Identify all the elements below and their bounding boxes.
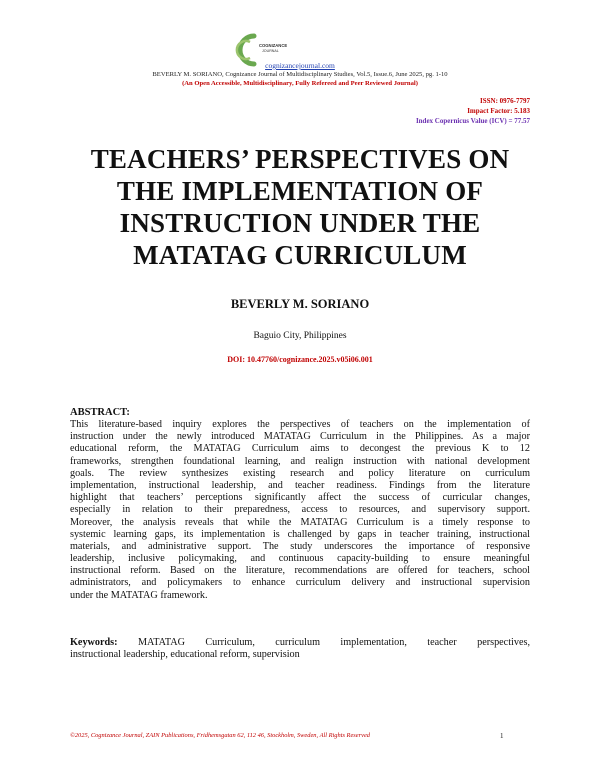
page-number: 1 — [500, 732, 504, 740]
paper-title — [40, 143, 560, 271]
title-line: THE IMPLEMENTATION OF — [116, 176, 484, 206]
abstract-heading: ABSTRACT: — [70, 407, 130, 418]
citation-line: BEVERLY M. SORIANO, Cognizance Journal of Multidisciplinary Studies, Vol.5, Issue.6, June 2025, pg. 1-10 — [152, 71, 448, 78]
abstract-body — [70, 419, 530, 602]
keywords-label: Keywords: — [70, 637, 118, 648]
author-name: BEVERLY M. SORIANO — [230, 297, 370, 311]
svg-text:COGNIZANCE: COGNIZANCE — [259, 43, 288, 48]
abstract-line: materials, and administrative support. The study underscores the importance of responsive — [70, 540, 530, 552]
abstract-line: educational reform, the MATATAG Curriculum aims to decongest the previous K to 12 — [70, 443, 530, 455]
issn: ISSN: 0976-7797 — [480, 97, 530, 105]
abstract-line: instruction under the newly introduced MATATAG Curriculum in the Philippines. As a major — [70, 431, 530, 443]
title-line: MATATAG CURRICULUM — [133, 240, 467, 270]
abstract-line: This literature-based inquiry explores the perspectives of teachers on the implementation of — [70, 419, 530, 430]
footer-copyright: ©2025, Cognizance Journal, ZAIN Publications, Fridhemsgatan 62, 112 46, Stockholm, Sweden, All Rights Reserved — [70, 732, 370, 739]
abstract-line: implementation, instructional leadership, and teacher readiness. Findings from the literature — [70, 479, 530, 491]
abstract-line: administrators, and policymakers to enhance curriculum delivery and instructional supervision — [70, 577, 530, 589]
abstract-line: Moreover, the analysis reveals that while the MATATAG Curriculum is a timely response to — [70, 516, 530, 528]
svg-text:JOURNAL: JOURNAL — [262, 49, 279, 53]
keywords-text: MATATAG Curriculum, curriculum implementation, teacher perspectives, — [137, 637, 530, 648]
abstract-line: especially in relation to their preparedness, access to resources, and supervisory support. — [70, 504, 530, 516]
icv-value: Index Copernicus Value (ICV) = 77.57 — [415, 117, 530, 125]
title-line: TEACHERS’ PERSPECTIVES ON — [90, 144, 510, 174]
journal-metrics — [416, 96, 530, 126]
keywords-block — [70, 637, 530, 662]
open-access-statement: (An Open Accessible, Multidisciplinary, Fully Refereed and Peer Reviewed Journal) — [182, 80, 418, 87]
author-affiliation: Baguio City, Philippines — [253, 331, 347, 341]
abstract-line: instructional reform. Based on the literature, recommendations are offered for teachers, school — [70, 565, 530, 577]
abstract-line: frameworks, strengthen foundational learning, and realign instruction with national development — [70, 455, 530, 467]
abstract-line: leadership, inclusive policymaking, and continuous capacity-building to ensure meaningful — [70, 553, 530, 565]
journal-website-link[interactable]: cognizancejournal.com — [265, 61, 335, 70]
abstract-line: goals. The review synthesizes existing research and policy literature on curriculum — [70, 467, 530, 479]
abstract-line: systemic learning gaps, its implementation is challenged by gaps in teacher training, instructional — [70, 528, 530, 540]
keywords-line — [70, 637, 530, 649]
abstract-line: under the MATATAG framework. — [70, 589, 208, 601]
abstract-line: highlight that teachers’ perceptions significantly affect the success of curricular changes, — [70, 492, 530, 504]
title-line: INSTRUCTION UNDER THE — [119, 208, 481, 238]
keywords-line: instructional leadership, educational reform, supervision — [70, 649, 300, 661]
impact-factor: Impact Factor: 5.183 — [467, 107, 530, 115]
doi-link[interactable]: DOI: 10.47760/cognizance.2025.v05i06.001 — [227, 355, 373, 364]
